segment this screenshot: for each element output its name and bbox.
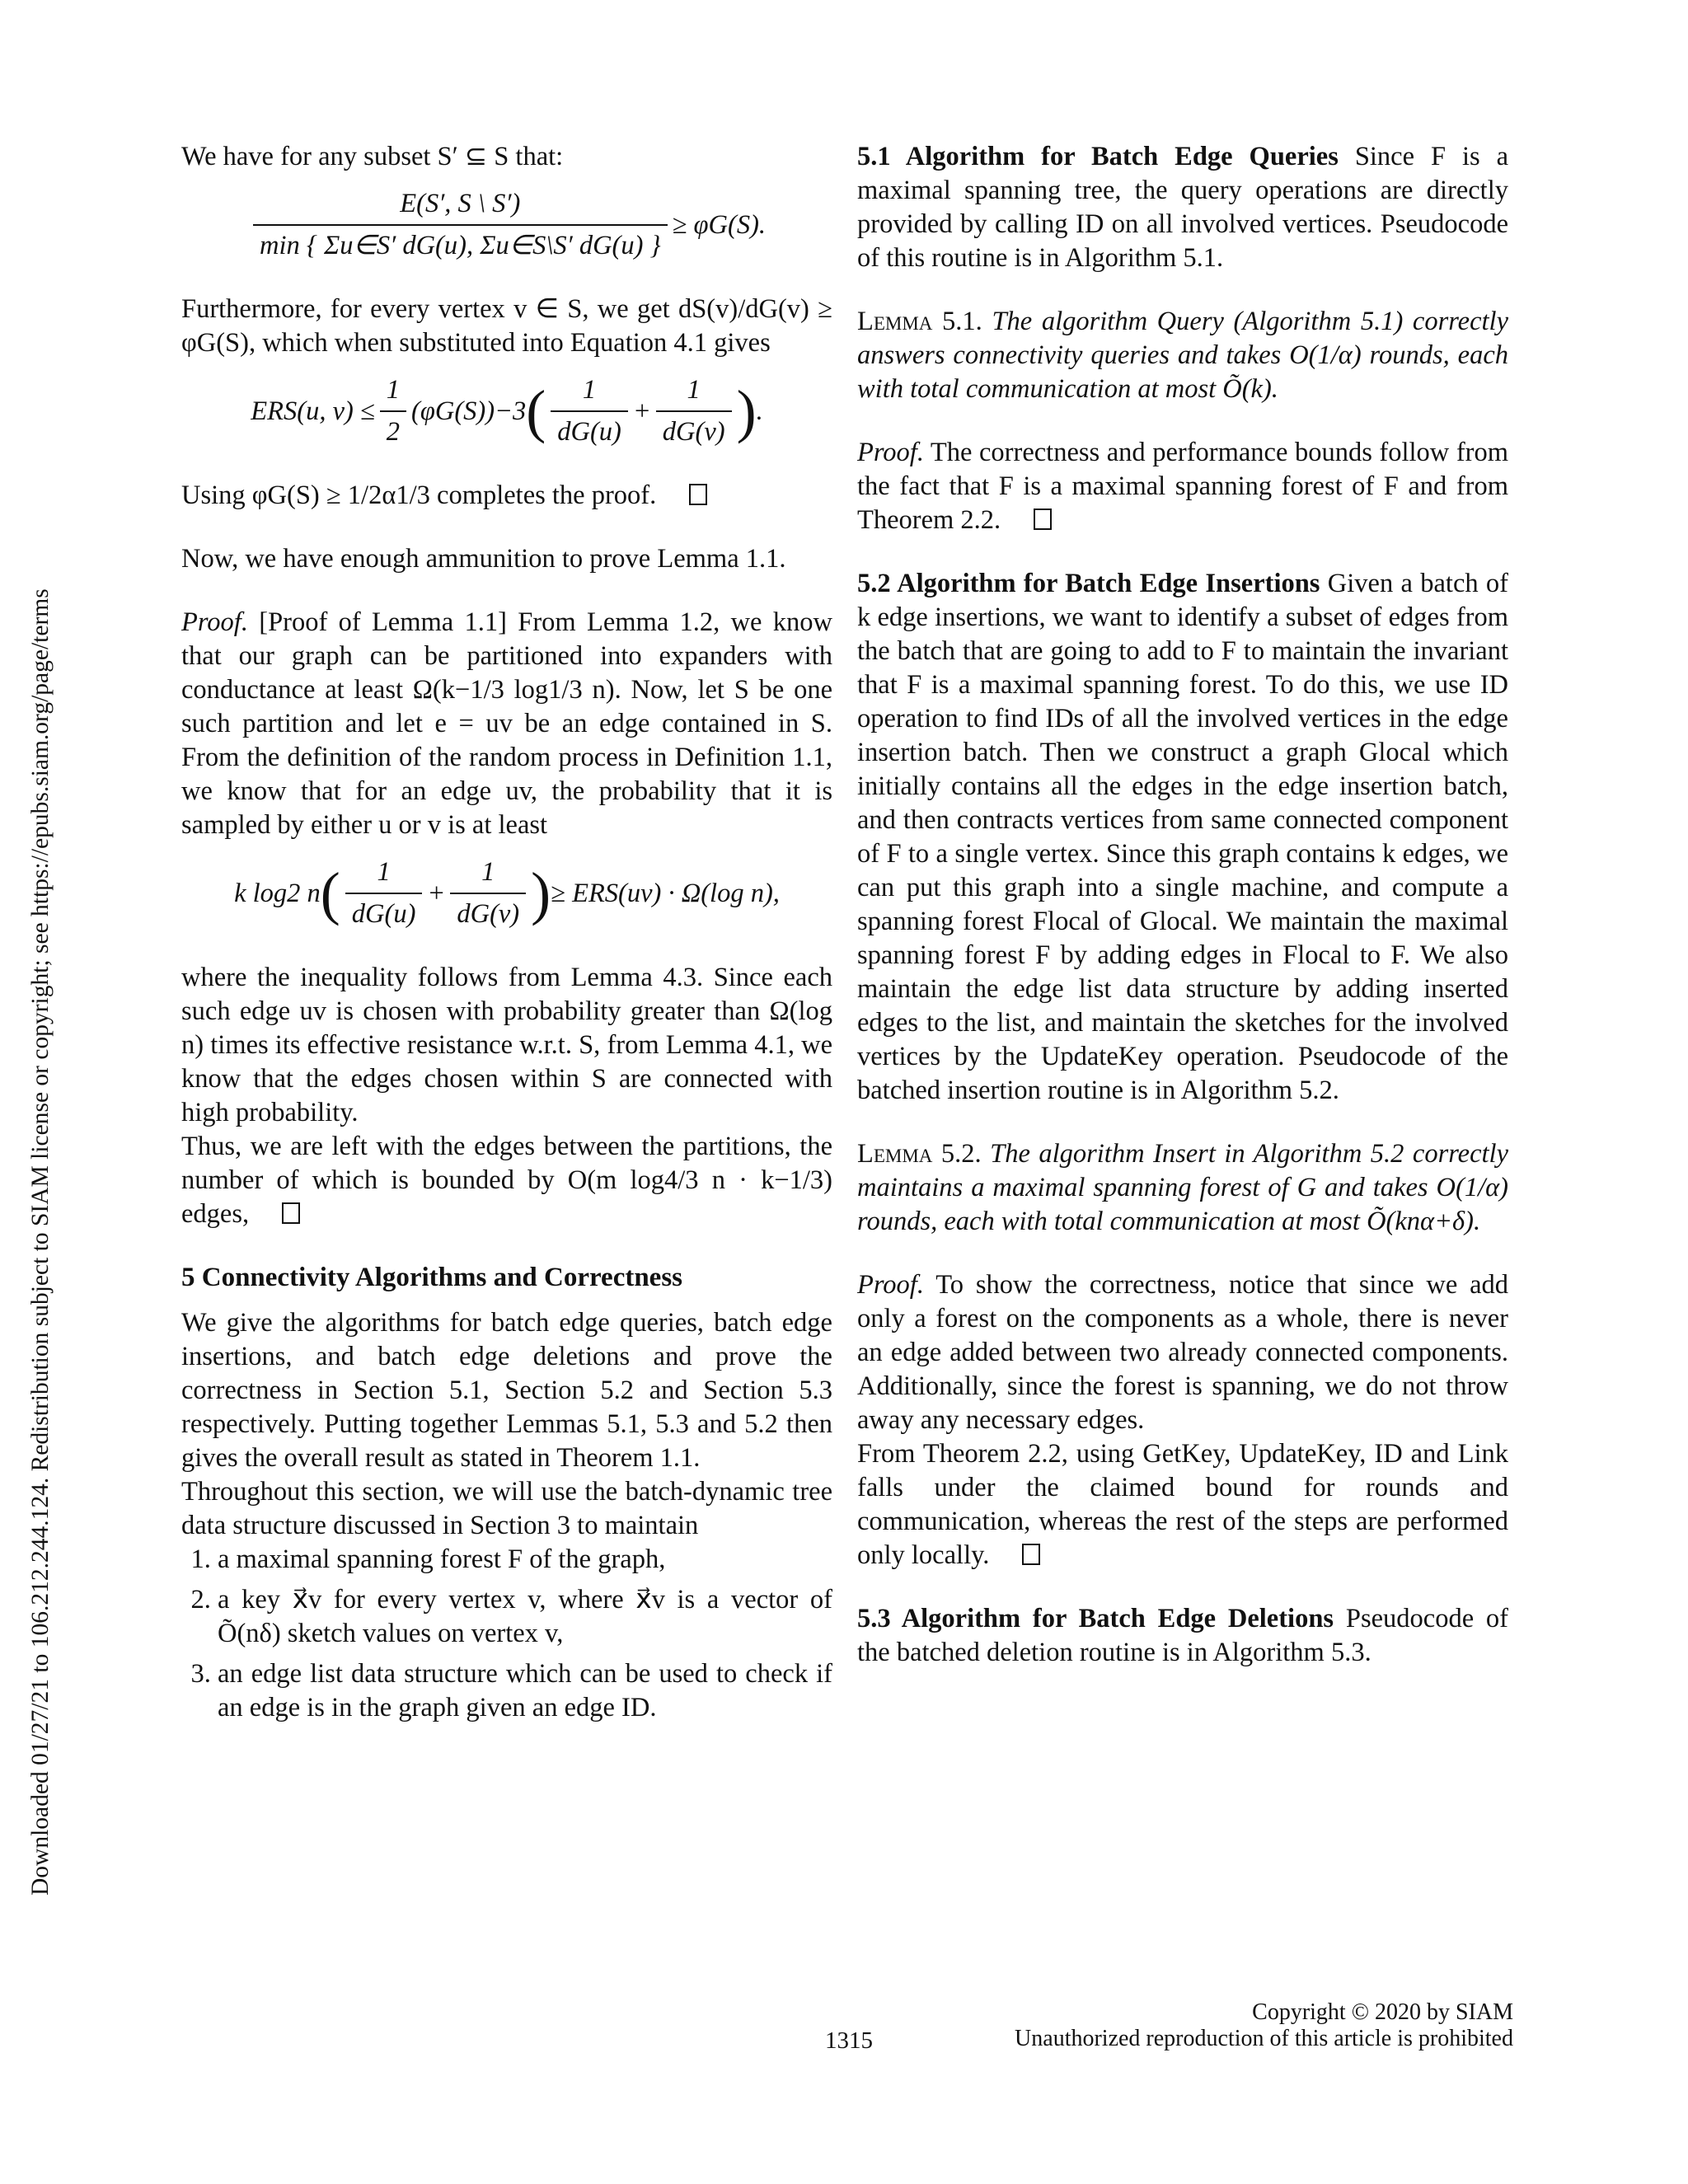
copyright-line-1: Copyright © 2020 by SIAM (1252, 1999, 1513, 2025)
eq3-open-paren: ( (320, 860, 340, 926)
eq2-frac1-num: 1 (582, 375, 597, 405)
subset-intro: We have for any subset S′ ⊆ S that: (181, 142, 564, 171)
lemma-5-1-label: Lemma 5.1. (857, 307, 982, 336)
section-5-2-body: Given a batch of k edge insertions, we want to identify a subset of edges from the batch that are going to add to F to maintain the invariant that F is a maximal spanning forest. To do this, we use ID operation to find IDs of all the involved vertices in the edge insertion batch. Then we construct a graph Glocal which initially contains all the edges in the edge insertion batch, and then contracts vertices from same connected component of F to a single vertex. Since this graph contains k edges, we can put this graph into a single machine, and compute a spanning forest Flocal of Glocal. We maintain the maximal spanning forest F by adding edges in Flocal to F. We also maintain the edge list data structure by adding inserted edges to the list, and maintain the sketches for the involved vertices by the UpdateKey operation. Pseudocode of the batched insertion routine is in Algorithm 5.2. (857, 569, 1509, 1105)
list-item: 2. a key x⃗v for every vertex v, where x⃗v is a vector of Õ(nδ) sketch values on vertex v, (218, 1583, 832, 1651)
proof-5-2-body: To show the correctness, notice that since we add only a forest on the components as a whole, there is never an edge added between two already connected components. Additionally, since the forest is spanning, we do not throw away any necessary edges. (857, 1270, 1508, 1435)
section-5-throughout: Throughout this section, we will use the batch-dynamic tree data structure discussed in Section 3 to maintain (181, 1477, 832, 1540)
eq2-plus: + (632, 396, 651, 426)
section-5-intro: We give the algorithms for batch edge queries, batch edge insertions, and batch edge deletions and prove the correctness in Section 5.1, Section 5.2 and Section 5.3 respectively. Putting together Lemmas 5.1, 5.3 and 5.2 then gives the overall result as stated in Theorem 1.1. (181, 1308, 832, 1473)
proof-lemma-1-1 (181, 606, 832, 842)
eq3-frac2-num: 1 (481, 857, 495, 887)
proof-label: Proof. (857, 1270, 924, 1300)
lemma-5-2-body: The algorithm Insert in Algorithm 5.2 correctly maintains a maximal spanning forest of G and takes O(1/α) rounds, each with total communication at most Õ(knα+δ). (857, 1139, 1508, 1236)
eq1-denominator: min { Σu∈S′ dG(u), Σu∈S\S′ dG(u) } (253, 224, 668, 263)
eq2-period: . (756, 396, 763, 426)
eq3-frac2-den: dG(v) (450, 893, 526, 931)
section-5-3-heading: 5.3 Algorithm for Batch Edge Deletions (857, 1604, 1334, 1633)
right-column (857, 140, 1508, 1699)
eq2-mid: (φG(S))−3 (411, 396, 527, 426)
lemma-5-2-label: Lemma 5.2. (857, 1139, 982, 1169)
section-5-1 (857, 140, 1508, 275)
list-item: 3. an edge list data structure which can be used to check if an edge is in the graph given an edge ID. (218, 1657, 832, 1725)
eq3-frac1-den: dG(u) (345, 893, 423, 931)
eq2-close-paren: ) (736, 378, 757, 444)
eq2-frac2 (656, 373, 732, 449)
eq2-half (380, 373, 406, 449)
eq3-frac2 (450, 855, 526, 931)
where-paragraph: where the inequality follows from Lemma 4.3. Since each such edge uv is chosen with probability greater than Ω(log n) times its effective resistance w.r.t. S, from Lemma 4.1, we know that the edges chosen within S are connected with high probability. (181, 963, 832, 1127)
eq1-numerator: E(S′, S \ S′) (400, 189, 521, 218)
page-number: 1315 (825, 2027, 873, 2054)
proof-5-2 (857, 1268, 1508, 1437)
eq3-frac1 (345, 855, 423, 931)
section-5-3 (857, 1602, 1508, 1670)
lemma-5-1-body: The algorithm Query (Algorithm 5.1) correctly answers connectivity queries and takes O(1/α) rounds, each with total communication at most Õ(k). (857, 307, 1508, 404)
eq2-lhs: ERS(u, v) ≤ (251, 396, 375, 426)
lemma-5-1 (857, 305, 1508, 406)
proof-5-2-continued (857, 1437, 1508, 1572)
proof-label: Proof. (181, 607, 248, 637)
eq3-frac1-num: 1 (377, 857, 391, 887)
section-5-2 (857, 567, 1508, 1108)
using-text: Using φG(S) ≥ 1/2α1/3 completes the proof. (181, 480, 657, 510)
section-5-title: 5 Connectivity Algorithms and Correctness (181, 1263, 683, 1292)
proof-5-2-body2: From Theorem 2.2, using GetKey, UpdateKey, ID and Link falls under the claimed bound for rounds and communication, whereas the rest of the steps are performed only locally. (857, 1439, 1508, 1570)
left-column (181, 140, 832, 1732)
eq1-rhs: ≥ φG(S). (672, 209, 767, 240)
eq2-frac1-den: dG(u) (551, 410, 628, 449)
download-notice: Downloaded 01/27/21 to 106.212.244.124. Redistribution subject to SIAM license or copyright; see https://epubs.siam.org/page/terms (27, 588, 54, 1896)
effective-resistance-equation (181, 373, 832, 449)
eq3-close-paren: ) (531, 860, 551, 926)
section-5-2-heading: 5.2 Algorithm for Batch Edge Insertions (857, 569, 1320, 598)
eq2-frac2-num: 1 (687, 375, 701, 405)
section-5-1-body: Since F is a maximal spanning tree, the query operations are directly provided by calling ID on all involved vertices. Pseudocode of this routine is in Algorithm 5.1. (857, 142, 1509, 273)
qed-symbol (1022, 1544, 1040, 1565)
eq2-open-paren: ( (526, 378, 546, 444)
eq2-frac1 (551, 373, 628, 449)
proof-label: Proof. (857, 438, 924, 467)
ammunition-paragraph: Now, we have enough ammunition to prove Lemma 1.1. (181, 544, 786, 574)
eq3-lhs: k log2 n (234, 878, 321, 908)
eq3-plus: + (427, 878, 446, 908)
eq1-fraction (253, 187, 668, 263)
section-5-3-body: Pseudocode of the batched deletion routine is in Algorithm 5.3. (857, 1604, 1509, 1667)
maintained-structures-list (181, 1543, 832, 1725)
using-paragraph (181, 479, 832, 513)
list-item: 1. a maximal spanning forest F of the graph, (218, 1543, 832, 1577)
qed-symbol (689, 484, 707, 505)
proof-5-1 (857, 436, 1508, 537)
eq2-half-den: 2 (380, 410, 406, 449)
eq3-rhs: ≥ ERS(uv) · Ω(log n), (551, 878, 780, 908)
eq2-half-num: 1 (386, 375, 401, 405)
eq2-frac2-den: dG(v) (656, 410, 732, 449)
lemma-5-2 (857, 1137, 1508, 1239)
thus-paragraph (181, 1130, 832, 1231)
furthermore-paragraph: Furthermore, for every vertex v ∈ S, we get dS(v)/dG(v) ≥ φG(S), which when substituted into Equation 4.1 gives (181, 294, 832, 358)
qed-symbol (1034, 509, 1052, 530)
copyright-notice (1015, 1999, 1513, 2052)
section-5-1-heading: 5.1 Algorithm for Batch Edge Queries (857, 142, 1339, 171)
conductance-equation (181, 187, 832, 263)
proof-body: [Proof of Lemma 1.1] From Lemma 1.2, we know that our graph can be partitioned into expanders with conductance at least Ω(k−1/3 log1/3 n). Now, let S be one such partition and let e = uv be an edge contained in S. From the definition of the random process in Definition 1.1, we know that for an edge uv, the probability that it is sampled by either u or v is at least (181, 607, 832, 840)
proof-5-1-body: The correctness and performance bounds follow from the fact that F is a maximal spanning forest of F and from Theorem 2.2. (857, 438, 1508, 535)
copyright-line-2: Unauthorized reproduction of this article is prohibited (1015, 2026, 1513, 2051)
thus-text: Thus, we are left with the edges between the partitions, the number of which is bounded by O(m log4/3 n · k−1/3) edges, (181, 1132, 832, 1229)
sampling-equation (181, 855, 832, 931)
download-notice-sidebar (7, 342, 54, 1896)
qed-symbol (282, 1202, 300, 1224)
